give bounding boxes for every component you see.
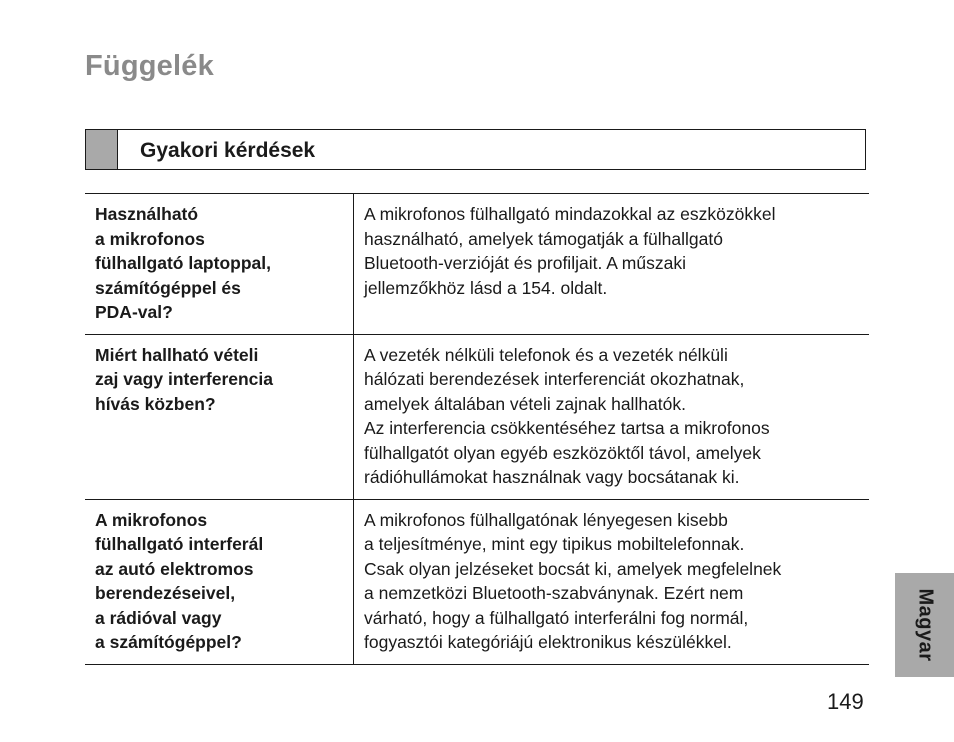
answer-line: A vezeték nélküli telefonok és a vezeték nélküli bbox=[364, 344, 728, 365]
section-header-bar bbox=[85, 129, 866, 170]
faq-table bbox=[85, 193, 869, 665]
question-line: fülhallgató laptoppal, bbox=[95, 253, 271, 273]
question-line: hívás közben? bbox=[95, 393, 216, 414]
faq-question bbox=[85, 334, 354, 499]
question-line: a rádióval vagy bbox=[95, 607, 222, 628]
answer-line: használható, amelyek támogatják a fülhallgató bbox=[364, 228, 723, 249]
answer-line: hálózati berendezések interferenciát okozhatnak, bbox=[364, 369, 745, 389]
answer-line: Bluetooth-verzióját és profiljait. A műszaki bbox=[364, 253, 686, 273]
section-heading: Gyakori kérdések bbox=[140, 139, 316, 162]
answer-line: Csak olyan jelzéseket bocsát ki, amelyek megfelelnek bbox=[364, 558, 782, 579]
question-line: Miért hallható vételi bbox=[95, 344, 259, 365]
page-number: 149 bbox=[827, 689, 864, 714]
answer-line: rádióhullámokat használnak vagy bocsátanak ki. bbox=[364, 467, 740, 487]
question-line: számítógéppel és bbox=[95, 277, 241, 298]
question-line: az autó elektromos bbox=[95, 558, 254, 579]
answer-line: jellemzőkhöz lásd a 154. oldalt. bbox=[364, 277, 608, 298]
faq-row bbox=[85, 194, 869, 335]
faq-question bbox=[85, 194, 354, 335]
section-marker bbox=[86, 130, 118, 169]
language-side-tab bbox=[895, 573, 954, 677]
language-label: Magyar bbox=[914, 588, 936, 662]
question-line: berendezéseivel, bbox=[95, 583, 236, 603]
question-line: fülhallgató interferál bbox=[95, 534, 264, 554]
faq-question bbox=[85, 499, 354, 664]
question-line: PDA-val? bbox=[95, 302, 173, 322]
faq-answer bbox=[354, 334, 870, 499]
faq-answer bbox=[354, 194, 870, 335]
page-title: Függelék bbox=[85, 50, 214, 82]
answer-line: Az interferencia csökkentéséhez tartsa a mikrofonos bbox=[364, 418, 770, 438]
answer-line: A mikrofonos fülhallgatónak lényegesen kisebb bbox=[364, 509, 728, 530]
answer-line: fogyasztói kategóriájú elektronikus készülékkel. bbox=[364, 632, 732, 652]
answer-line: várható, hogy a fülhallgató interferálni fog normál, bbox=[364, 607, 749, 628]
answer-line: A mikrofonos fülhallgató mindazokkal az eszközökkel bbox=[364, 204, 776, 224]
question-line: a számítógéppel? bbox=[95, 632, 242, 652]
faq-row bbox=[85, 334, 869, 499]
question-line: a mikrofonos bbox=[95, 228, 205, 249]
answer-line: amelyek általában vételi zajnak hallhatók. bbox=[364, 393, 686, 414]
faq-answer bbox=[354, 499, 870, 664]
question-line: A mikrofonos bbox=[95, 509, 208, 530]
answer-line: a nemzetközi Bluetooth-szabványnak. Ezért nem bbox=[364, 583, 744, 603]
question-line: zaj vagy interferencia bbox=[95, 369, 273, 389]
answer-line: fülhallgatót olyan egyéb eszközöktől távol, amelyek bbox=[364, 442, 761, 463]
answer-line: a teljesítménye, mint egy tipikus mobiltelefonnak. bbox=[364, 534, 745, 554]
question-line: Használható bbox=[95, 204, 199, 224]
faq-row bbox=[85, 499, 869, 664]
